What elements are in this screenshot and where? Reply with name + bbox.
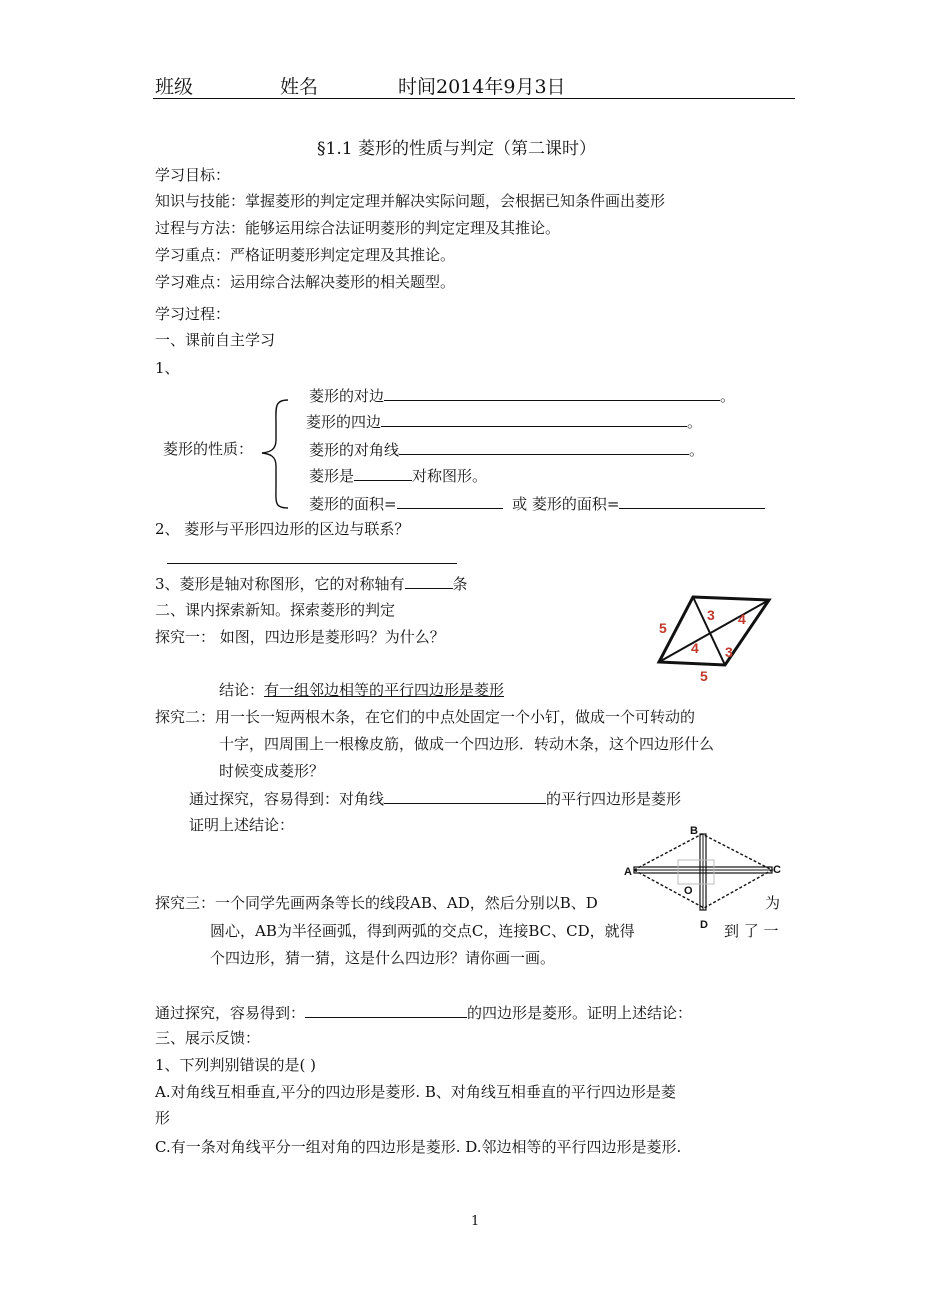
option-b-continued: 形 [155,1109,171,1127]
options-c-d: C.有一条对角线平分一组对角的四边形是菱形. D.邻边相等的平行四边形是菱形. [155,1138,682,1156]
prop-area: 菱形的面积= 或 菱形的面积= [309,492,765,515]
section3-heading: 三、展示反馈： [155,1029,261,1047]
conclusion: 结论：有一组邻边相等的平行四边形是菱形 [219,681,505,699]
section2-heading: 二、课内探索新知。探索菱形的判定 [155,601,396,619]
explore2-line1: 探究二：用一长一短两根木条，在它们的中点处固定一个小钉，做成一个可转动的 [155,708,696,726]
q2-text: 2、 菱形与平形四边形的区边与联系？ [155,520,410,538]
explore1-text: 探究一： 如图，四边形是菱形吗？为什么？ [155,628,445,646]
rhombus-figure [654,590,778,684]
brace-shape [258,396,294,512]
explore2-line3: 时候变成菱形？ [219,762,325,780]
fig1-label-co: 3 [725,644,733,660]
q2-answer-line [167,563,457,564]
section3-q1: 1、下列判别错误的是( ) [155,1056,317,1074]
goal-difficulty: 学习难点：运用综合法解决菱形的相关题型。 [155,273,456,291]
goal-process: 过程与方法：能够运用综合法证明菱形的判定定理及其推论。 [155,219,561,237]
explore3-line2-end: 到 了 一 [724,922,779,940]
fig1-label-do: 4 [691,640,699,656]
fig2-label-d: D [700,919,708,931]
goals-heading: 学习目标： [155,166,231,184]
header-rule [153,98,795,99]
name-label: 姓名 [280,76,319,98]
prop-symmetry: 菱形是 对称图形。 [309,464,487,487]
section1-heading: 一、课前自主学习 [155,331,276,349]
q1-number: 1、 [155,359,180,377]
prop-four-sides: 菱形的四边 。 [306,410,702,433]
prop-diagonals: 菱形的对角线 。 [309,438,704,461]
fig1-label-ao: 3 [707,607,715,623]
explore3-line1: 探究三：一个同学先画两条等长的线段AB、AD，然后分别以B、D [155,894,598,912]
fig1-label-bo: 4 [738,611,746,627]
explore3-line1-end: 为 [765,894,781,912]
goal-knowledge: 知识与技能：掌握菱形的判定定理并解决实际问题，会根据已知条件画出菱形 [155,192,666,210]
process-heading: 学习过程： [155,305,231,323]
explore2-line2: 十字，四周围上一根橡皮筋，做成一个四边形．转动木条，这个四边形什么 [219,735,715,753]
explore3-line2: 圆心，AB为半径画弧，得到两弧的交点C，连接BC、CD，就得 [210,922,635,940]
fig1-label-bottom: 5 [700,668,708,684]
prop-opposite-sides: 菱形的对边 。 [309,384,735,407]
kite-figure [620,822,795,934]
goal-key-point: 学习重点：严格证明菱形判定定理及其推论。 [155,246,456,264]
fig2-label-a: A [624,866,632,878]
fig2-label-b: B [690,825,698,837]
fig2-label-c: C [773,864,781,876]
fig1-label-left: 5 [659,620,667,636]
q3-text: 3、菱形是轴对称图形，它的对称轴有 条 [155,572,468,595]
prove-label: 证明上述结论： [189,816,295,834]
brace-label: 菱形的性质： [163,440,254,458]
page-number: 1 [471,1214,480,1229]
page-title: §1.1 菱形的性质与判定（第二课时） [317,139,596,159]
options-a-b: A.对角线互相垂直,平分的四边形是菱形. B、对角线互相垂直的平行四边形是菱 [155,1083,676,1101]
explore3-result: 通过探究，容易得到： 的四边形是菱形。证明上述结论： [155,1001,692,1024]
class-label: 班级 [155,76,194,98]
explore3-line3: 个四边形，猜一猜，这是什么四边形？请你画一画。 [210,949,556,967]
fig2-label-o: O [684,885,693,897]
date-label: 时间2014年9月3日 [398,76,566,98]
explore2-result: 通过探究，容易得到：对角线 的平行四边形是菱形 [189,787,681,810]
